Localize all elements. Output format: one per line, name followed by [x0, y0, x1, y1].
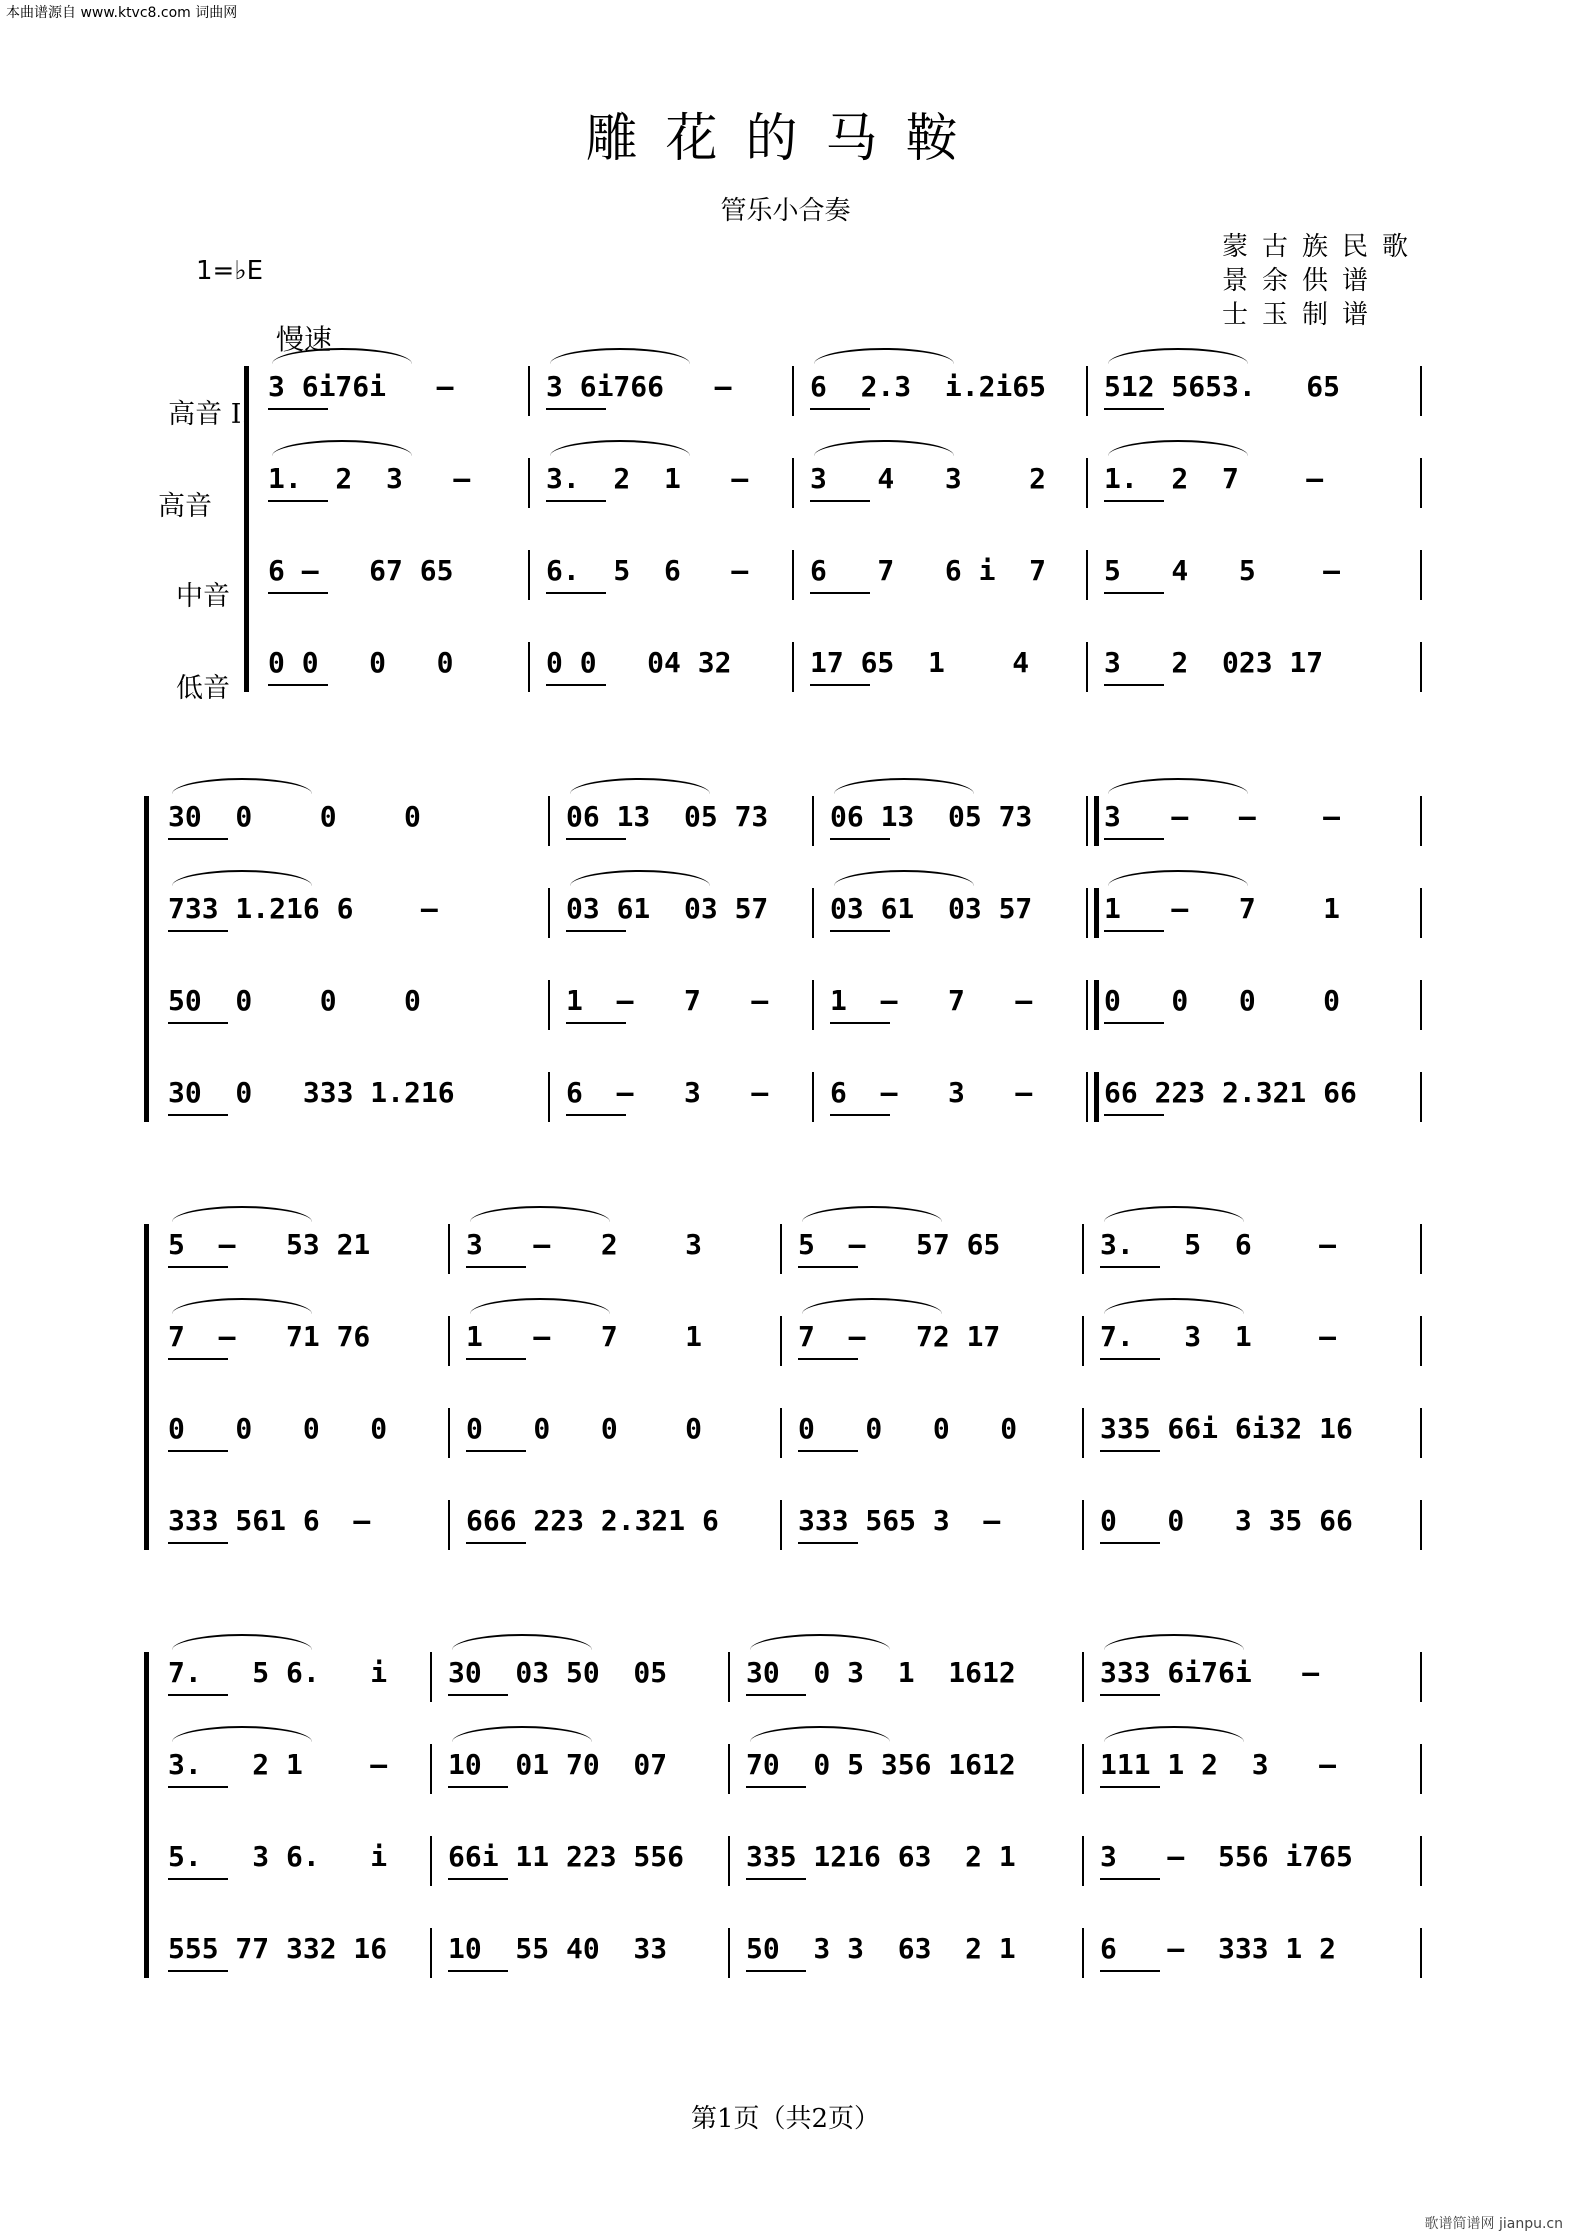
slur-mark: [172, 1634, 312, 1650]
tempo-marking: 慢速: [276, 323, 333, 356]
measure-notes: 335 66i 6i32 16: [1100, 1412, 1353, 1445]
beam-underline: [1104, 1022, 1164, 1024]
measure-notes: 3. 2 1 –: [546, 462, 749, 495]
beam-underline: [168, 1878, 228, 1880]
part-label-soprano: 高音: [158, 491, 212, 522]
beam-underline: [168, 1358, 228, 1360]
beam-underline: [168, 1114, 228, 1116]
slur-mark: [750, 1726, 890, 1742]
beam-underline: [1104, 592, 1164, 594]
beam-underline: [268, 500, 328, 502]
measure-notes: 7 – 72 17: [798, 1320, 1001, 1353]
barline: [1082, 1652, 1084, 1702]
beam-underline: [1104, 1114, 1164, 1116]
slur-mark: [172, 1726, 312, 1742]
measure-notes: 5 4 5 –: [1104, 554, 1341, 587]
measure-notes: 733 1.216 6 –: [168, 892, 438, 925]
barline: [812, 980, 814, 1030]
barline: [1420, 1224, 1422, 1274]
barline: [430, 1928, 432, 1978]
beam-underline: [746, 1786, 806, 1788]
measure-notes: 1 – 7 –: [830, 984, 1033, 1017]
barline: [448, 1224, 450, 1274]
slur-mark: [550, 440, 690, 456]
repeat-barline: [1086, 1072, 1099, 1122]
barline: [448, 1408, 450, 1458]
slur-mark: [1108, 870, 1248, 886]
measure-notes: 1 – 7 1: [1104, 892, 1341, 925]
measure-notes: 06 13 05 73: [830, 800, 1033, 833]
beam-underline: [830, 930, 890, 932]
slur-mark: [834, 778, 974, 794]
measure-notes: 0 0 04 32: [546, 646, 732, 679]
measure-notes: 50 3 3 63 2 1: [746, 1932, 1016, 1965]
slur-mark: [834, 870, 974, 886]
barline: [1082, 1224, 1084, 1274]
barline: [548, 796, 550, 846]
beam-underline: [1100, 1786, 1160, 1788]
barline: [448, 1500, 450, 1550]
measure-notes: 7. 5 6. i: [168, 1656, 388, 1689]
barline: [528, 550, 530, 600]
beam-underline: [168, 1542, 228, 1544]
credit-line: 蒙古族民歌: [1222, 232, 1423, 262]
beam-underline: [448, 1786, 508, 1788]
system-bracket: [144, 796, 149, 1122]
measure-notes: 1. 2 7 –: [1104, 462, 1324, 495]
barline: [548, 888, 550, 938]
beam-underline: [1100, 1450, 1160, 1452]
measure-notes: 0 0 0 0: [1104, 984, 1341, 1017]
barline: [1420, 550, 1422, 600]
slur-mark: [1104, 1298, 1244, 1314]
beam-underline: [798, 1266, 858, 1268]
slur-mark: [570, 870, 710, 886]
beam-underline: [810, 408, 870, 410]
measure-notes: 30 0 0 0: [168, 800, 421, 833]
page-footer: 第1页（共2页）: [690, 2104, 881, 2134]
measure-notes: 0 0 0 0: [268, 646, 454, 679]
measure-notes: 03 61 03 57: [566, 892, 769, 925]
beam-underline: [830, 1114, 890, 1116]
part-label-bass: 低音: [176, 673, 230, 704]
beam-underline: [1104, 408, 1164, 410]
barline: [1086, 366, 1088, 416]
barline: [728, 1744, 730, 1794]
measure-notes: 6 – 333 1 2: [1100, 1932, 1337, 1965]
beam-underline: [168, 1970, 228, 1972]
slur-mark: [802, 1206, 942, 1222]
measure-notes: 6 7 6 i 7: [810, 554, 1047, 587]
beam-underline: [466, 1542, 526, 1544]
beam-underline: [168, 1786, 228, 1788]
measure-notes: 0 0 0 0: [466, 1412, 703, 1445]
beam-underline: [448, 1970, 508, 1972]
beam-underline: [810, 592, 870, 594]
measure-notes: 335 1216 63 2 1: [746, 1840, 1016, 1873]
subtitle: 管乐小合奏: [720, 196, 851, 226]
barline: [548, 1072, 550, 1122]
measure-notes: 6 2.3 i.2i65: [810, 370, 1047, 403]
barline: [1420, 888, 1422, 938]
beam-underline: [1104, 684, 1164, 686]
slur-mark: [470, 1206, 610, 1222]
beam-underline: [168, 1694, 228, 1696]
repeat-barline: [1086, 980, 1099, 1030]
barline: [1420, 458, 1422, 508]
measure-notes: 3 4 3 2: [810, 462, 1047, 495]
beam-underline: [168, 930, 228, 932]
beam-underline: [810, 684, 870, 686]
barline: [1082, 1408, 1084, 1458]
measure-notes: 1 – 7 –: [566, 984, 769, 1017]
beam-underline: [168, 1450, 228, 1452]
barline: [812, 1072, 814, 1122]
beam-underline: [448, 1694, 508, 1696]
beam-underline: [466, 1266, 526, 1268]
barline: [430, 1652, 432, 1702]
measure-notes: 30 0 3 1 1612: [746, 1656, 1016, 1689]
barline: [780, 1224, 782, 1274]
beam-underline: [1100, 1878, 1160, 1880]
beam-underline: [168, 838, 228, 840]
beam-underline: [1100, 1266, 1160, 1268]
barline: [1086, 642, 1088, 692]
beam-underline: [1100, 1694, 1160, 1696]
measure-notes: 7 – 71 76: [168, 1320, 371, 1353]
measure-notes: 3 6i76i –: [268, 370, 454, 403]
beam-underline: [798, 1450, 858, 1452]
measure-notes: 30 0 333 1.216: [168, 1076, 455, 1109]
barline: [1086, 550, 1088, 600]
measure-notes: 3 – 2 3: [466, 1228, 703, 1261]
barline: [780, 1500, 782, 1550]
barline: [1420, 980, 1422, 1030]
slur-mark: [172, 1206, 312, 1222]
barline: [1420, 1408, 1422, 1458]
barline: [1420, 1836, 1422, 1886]
beam-underline: [566, 1114, 626, 1116]
beam-underline: [1100, 1542, 1160, 1544]
measure-notes: 0 0 0 0: [798, 1412, 1018, 1445]
barline: [812, 888, 814, 938]
beam-underline: [1104, 500, 1164, 502]
measure-notes: 1 – 7 1: [466, 1320, 703, 1353]
measure-notes: 555 77 332 16: [168, 1932, 388, 1965]
beam-underline: [466, 1358, 526, 1360]
beam-underline: [1104, 838, 1164, 840]
barline: [1420, 1072, 1422, 1122]
measure-notes: 66i 11 223 556: [448, 1840, 685, 1873]
barline: [728, 1836, 730, 1886]
measure-notes: 0 0 0 0: [168, 1412, 388, 1445]
beam-underline: [798, 1542, 858, 1544]
barline: [528, 366, 530, 416]
slur-mark: [550, 348, 690, 364]
watermark: 歌谱简谱网 jianpu.cn: [1424, 2216, 1563, 2232]
beam-underline: [1100, 1970, 1160, 1972]
measure-notes: 3. 2 1 –: [168, 1748, 388, 1781]
beam-underline: [746, 1878, 806, 1880]
measure-notes: 17 65 1 4: [810, 646, 1030, 679]
beam-underline: [1104, 930, 1164, 932]
system-bracket: [244, 366, 249, 692]
barline: [430, 1744, 432, 1794]
measure-notes: 5 – 57 65: [798, 1228, 1001, 1261]
measure-notes: 3. 5 6 –: [1100, 1228, 1337, 1261]
barline: [1082, 1836, 1084, 1886]
slur-mark: [172, 1298, 312, 1314]
credit-line: 景余供谱: [1222, 266, 1383, 296]
measure-notes: 6 – 3 –: [830, 1076, 1033, 1109]
barline: [792, 642, 794, 692]
beam-underline: [798, 1358, 858, 1360]
barline: [528, 642, 530, 692]
slur-mark: [1104, 1206, 1244, 1222]
slur-mark: [1104, 1634, 1244, 1650]
slur-mark: [172, 870, 312, 886]
barline: [812, 796, 814, 846]
beam-underline: [268, 408, 328, 410]
key-signature: 1=♭E: [196, 256, 264, 286]
measure-notes: 0 0 3 35 66: [1100, 1504, 1353, 1537]
measure-notes: 333 561 6 –: [168, 1504, 371, 1537]
barline: [1420, 366, 1422, 416]
barline: [1420, 1744, 1422, 1794]
beam-underline: [168, 1022, 228, 1024]
measure-notes: 50 0 0 0: [168, 984, 421, 1017]
barline: [1420, 1500, 1422, 1550]
barline: [792, 366, 794, 416]
barline: [728, 1928, 730, 1978]
barline: [528, 458, 530, 508]
repeat-barline: [1086, 796, 1099, 846]
source-note: 本曲谱源自 www.ktvc8.com 词曲网: [6, 5, 238, 21]
beam-underline: [1100, 1358, 1160, 1360]
beam-underline: [566, 838, 626, 840]
measure-notes: 30 03 50 05: [448, 1656, 668, 1689]
beam-underline: [268, 684, 328, 686]
barline: [728, 1652, 730, 1702]
barline: [1420, 1316, 1422, 1366]
measure-notes: 70 0 5 356 1612: [746, 1748, 1016, 1781]
beam-underline: [810, 500, 870, 502]
slur-mark: [452, 1634, 592, 1650]
credit-line: 士玉制谱: [1222, 300, 1383, 330]
measure-notes: 6. 5 6 –: [546, 554, 749, 587]
beam-underline: [466, 1450, 526, 1452]
measure-notes: 5 – 53 21: [168, 1228, 371, 1261]
barline: [1086, 458, 1088, 508]
measure-notes: 512 5653. 65: [1104, 370, 1341, 403]
barline: [548, 980, 550, 1030]
barline: [1082, 1500, 1084, 1550]
slur-mark: [172, 778, 312, 794]
barline: [430, 1836, 432, 1886]
beam-underline: [830, 838, 890, 840]
slur-mark: [750, 1634, 890, 1650]
slur-mark: [1108, 440, 1248, 456]
measure-notes: 03 61 03 57: [830, 892, 1033, 925]
slur-mark: [470, 1298, 610, 1314]
barline: [1082, 1744, 1084, 1794]
system-bracket: [144, 1652, 149, 1978]
barline: [1082, 1316, 1084, 1366]
beam-underline: [566, 1022, 626, 1024]
part-label-alto: 中音: [176, 581, 230, 612]
measure-notes: 1. 2 3 –: [268, 462, 471, 495]
measure-notes: 3 – 556 i765: [1100, 1840, 1353, 1873]
beam-underline: [268, 592, 328, 594]
measure-notes: 5. 3 6. i: [168, 1840, 388, 1873]
beam-underline: [830, 1022, 890, 1024]
beam-underline: [448, 1878, 508, 1880]
measure-notes: 6 – 3 –: [566, 1076, 769, 1109]
measure-notes: 6 – 67 65: [268, 554, 454, 587]
measure-notes: 66 223 2.321 66: [1104, 1076, 1357, 1109]
measure-notes: 111 1 2 3 –: [1100, 1748, 1337, 1781]
barline: [1420, 642, 1422, 692]
measure-notes: 666 223 2.321 6: [466, 1504, 719, 1537]
slur-mark: [1104, 1726, 1244, 1742]
page-title: 雕花的马鞍: [585, 109, 986, 169]
beam-underline: [746, 1970, 806, 1972]
repeat-barline: [1086, 888, 1099, 938]
slur-mark: [1108, 778, 1248, 794]
measure-notes: 333 6i76i –: [1100, 1656, 1320, 1689]
measure-notes: 3 – – –: [1104, 800, 1341, 833]
beam-underline: [546, 684, 606, 686]
barline: [448, 1316, 450, 1366]
slur-mark: [272, 440, 412, 456]
measure-notes: 3 6i766 –: [546, 370, 732, 403]
barline: [780, 1316, 782, 1366]
slur-mark: [570, 778, 710, 794]
slur-mark: [802, 1298, 942, 1314]
barline: [1420, 1928, 1422, 1978]
barline: [792, 550, 794, 600]
beam-underline: [546, 592, 606, 594]
barline: [792, 458, 794, 508]
beam-underline: [746, 1694, 806, 1696]
slur-mark: [814, 440, 954, 456]
slur-mark: [452, 1726, 592, 1742]
measure-notes: 10 55 40 33: [448, 1932, 668, 1965]
beam-underline: [546, 408, 606, 410]
slur-mark: [1108, 348, 1248, 364]
barline: [1420, 796, 1422, 846]
measure-notes: 06 13 05 73: [566, 800, 769, 833]
measure-notes: 333 565 3 –: [798, 1504, 1001, 1537]
barline: [1420, 1652, 1422, 1702]
measure-notes: 7. 3 1 –: [1100, 1320, 1337, 1353]
barline: [780, 1408, 782, 1458]
system-bracket: [144, 1224, 149, 1550]
measure-notes: 10 01 70 07: [448, 1748, 668, 1781]
beam-underline: [546, 500, 606, 502]
measure-notes: 3 2 023 17: [1104, 646, 1324, 679]
part-label-soprano-1: 高音 I.: [168, 399, 250, 430]
slur-mark: [814, 348, 954, 364]
beam-underline: [566, 930, 626, 932]
credits: [1222, 230, 1422, 332]
beam-underline: [168, 1266, 228, 1268]
barline: [1082, 1928, 1084, 1978]
